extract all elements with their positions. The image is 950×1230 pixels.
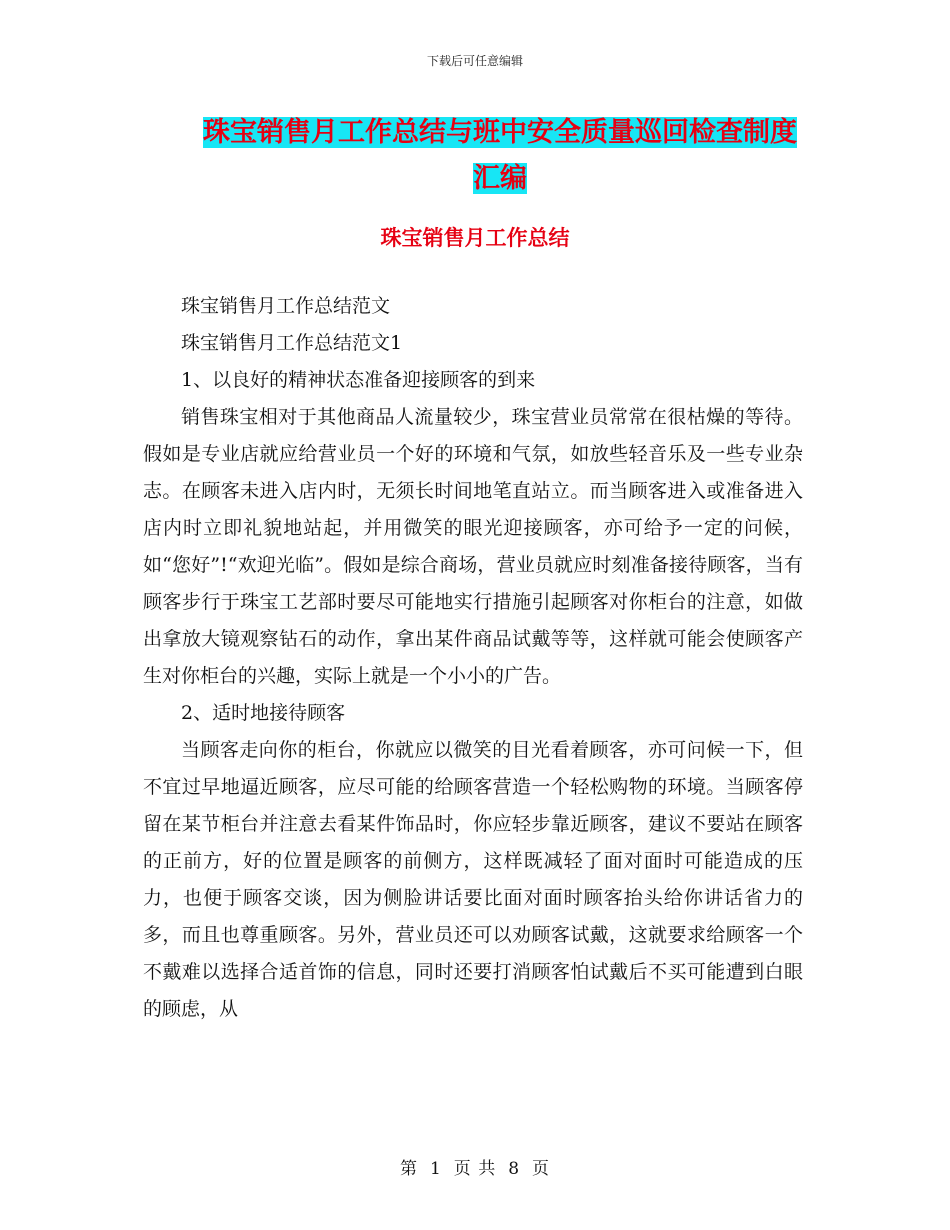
paragraph: 2、适时地接待顾客 (181, 702, 346, 724)
page-label-suffix: 页 (532, 1159, 551, 1179)
page-footer (0, 1154, 950, 1179)
paragraph: 销售珠宝相对于其他商品人流量较少，珠宝营业员常常在很枯燥的等待。假如是专业店就应给营业员一个好的环境和气氛，如放些轻音乐及一些专业杂志。在顾客未进入店内时，无须长时间地笔直站立。而当顾客进入或准备进入店内时立即礼貌地站起，并用微笑的眼光迎接顾客，亦可给予一定的问候，如“您好”!“欢迎光临”。假如是综合商场，营业员就应时刻准备接待顾客，当有顾客步行于珠宝工艺部时要尽可能地实行措施引起顾客对你柜台的注意，如做出拿放大镜观察钻石的动作，拿出某件商品试戴等等，这样就可能会使顾客产生对你柜台的兴趣，实际上就是一个小小的广告。 (143, 406, 803, 687)
body-text (143, 288, 803, 1028)
page-label-mid: 页 共 (453, 1159, 497, 1179)
paragraph: 1、以良好的精神状态准备迎接顾客的到来 (181, 369, 536, 391)
section-title: 珠宝销售月工作总结 (380, 225, 570, 250)
header-note: 下载后可任意编辑 (426, 54, 523, 68)
document-title-text: 珠宝销售月工作总结与班中安全质量巡回检查制度汇编 (203, 117, 797, 194)
document-title (190, 110, 810, 202)
paragraph: 珠宝销售月工作总结范文1 (181, 332, 403, 354)
paragraph: 珠宝销售月工作总结范文 (181, 295, 391, 317)
total-pages: 8 (508, 1159, 521, 1179)
paragraph: 当顾客走向你的柜台，你就应以微笑的目光看着顾客，亦可问候一下，但不宜过早地逼近顾客，应尽可能的给顾客营造一个轻松购物的环境。当顾客停留在某节柜台并注意去看某件饰品时，你应轻步靠近顾客，建议不要站在顾客的正前方，好的位置是顾客的前侧方，这样既减轻了面对面时可能造成的压力，也便于顾客交谈，因为侧脸讲话要比面对面时顾客抬头给你讲话省力的多，而且也尊重顾客。另外，营业员还可以劝顾客试戴，这就要求给顾客一个不戴难以选择合适首饰的信息，同时还要打消顾客怕试戴后不买可能遭到白眼的顾虑，从 (143, 739, 803, 1020)
page-number: 1 (429, 1159, 442, 1179)
page-label-prefix: 第 (399, 1159, 418, 1179)
